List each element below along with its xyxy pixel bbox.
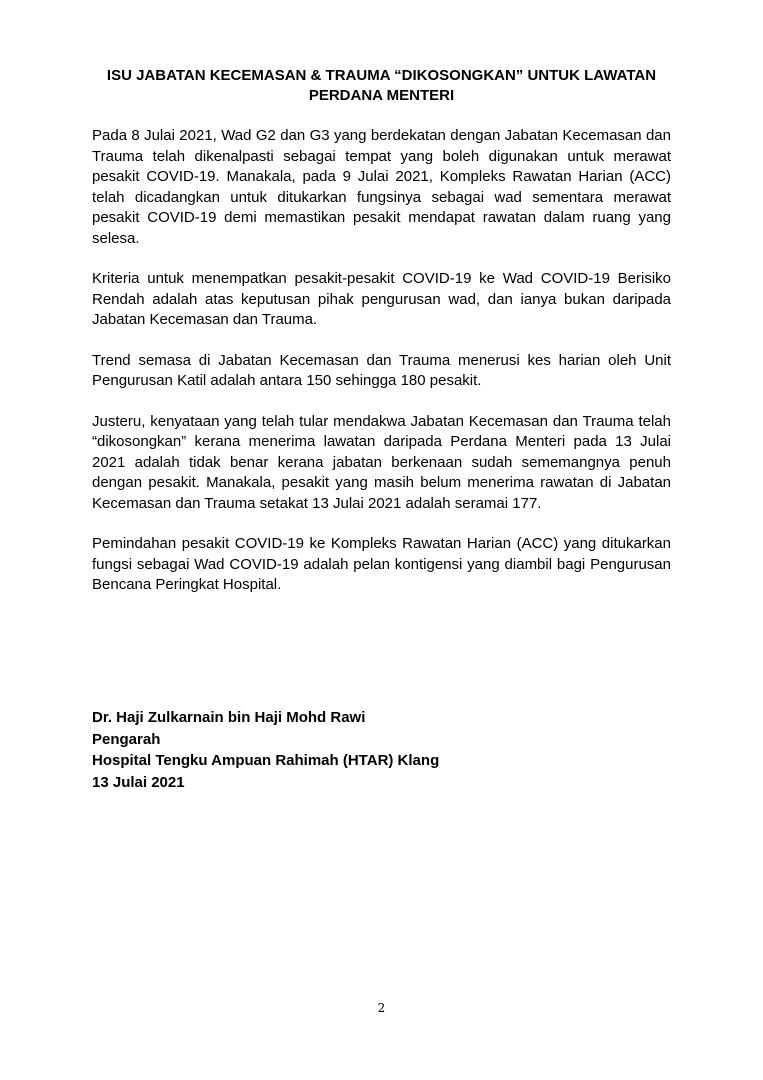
page-number: 2 bbox=[377, 1001, 386, 1015]
paragraph-3: Trend semasa di Jabatan Kecemasan dan Trauma menerusi kes harian oleh Unit Pengurusan Katil adalah antara 150 sehingga 180 pesakit. bbox=[92, 351, 671, 389]
signatory-position: Pengarah bbox=[92, 730, 161, 748]
signatory-organization: Hospital Tengku Ampuan Rahimah (HTAR) Klang bbox=[92, 752, 440, 769]
paragraph-4: Justeru, kenyataan yang telah tular mendakwa Jabatan Kecemasan dan Trauma telah “dikosongkan” kerana menerima lawatan daripada Perdana Menteri pada 13 Julai 2021 adalah tidak benar kerana jabatan berkenaan sudah sememangnya penuh dengan pesakit. Manakala, pesakit yang masih belum menerima rawatan di Jabatan Kecemasan dan Trauma setakat 13 Julai 2021 adalah seramai 177. bbox=[92, 412, 671, 512]
document-title: ISU JABATAN KECEMASAN & TRAUMA “DIKOSONGKAN” UNTUK LAWATAN PERDANA MENTERI bbox=[106, 67, 657, 104]
paragraph-2: Kriteria untuk menempatkan pesakit-pesakit COVID-19 ke Wad COVID-19 Berisiko Rendah adalah atas keputusan pihak pengurusan wad, dan ianya bukan daripada Jabatan Kecemasan dan Trauma. bbox=[92, 270, 671, 328]
paragraph-1: Pada 8 Julai 2021, Wad G2 dan G3 yang berdekatan dengan Jabatan Kecemasan dan Trauma telah dikenalpasti sebagai tempat yang boleh digunakan untuk merawat pesakit COVID-19. Manakala, pada 9 Julai 2021, Kompleks Rawatan Harian (ACC) telah dicadangkan untuk ditukarkan fungsinya sebagai wad sementara merawat pesakit COVID-19 demi memastikan pesakit mendapat rawatan dalam ruang yang selesa. bbox=[92, 127, 671, 247]
signature-date: 13 Julai 2021 bbox=[92, 773, 185, 791]
signatory-name: Dr. Haji Zulkarnain bin Haji Mohd Rawi bbox=[92, 709, 366, 726]
document-body bbox=[92, 126, 671, 616]
paragraph-5: Pemindahan pesakit COVID-19 ke Kompleks Rawatan Harian (ACC) yang ditukarkan fungsi sebagai Wad COVID-19 adalah pelan kontigensi yang diambil bagi Pengurusan Bencana Peringkat Hospital. bbox=[92, 535, 671, 593]
signature-block bbox=[92, 707, 671, 793]
